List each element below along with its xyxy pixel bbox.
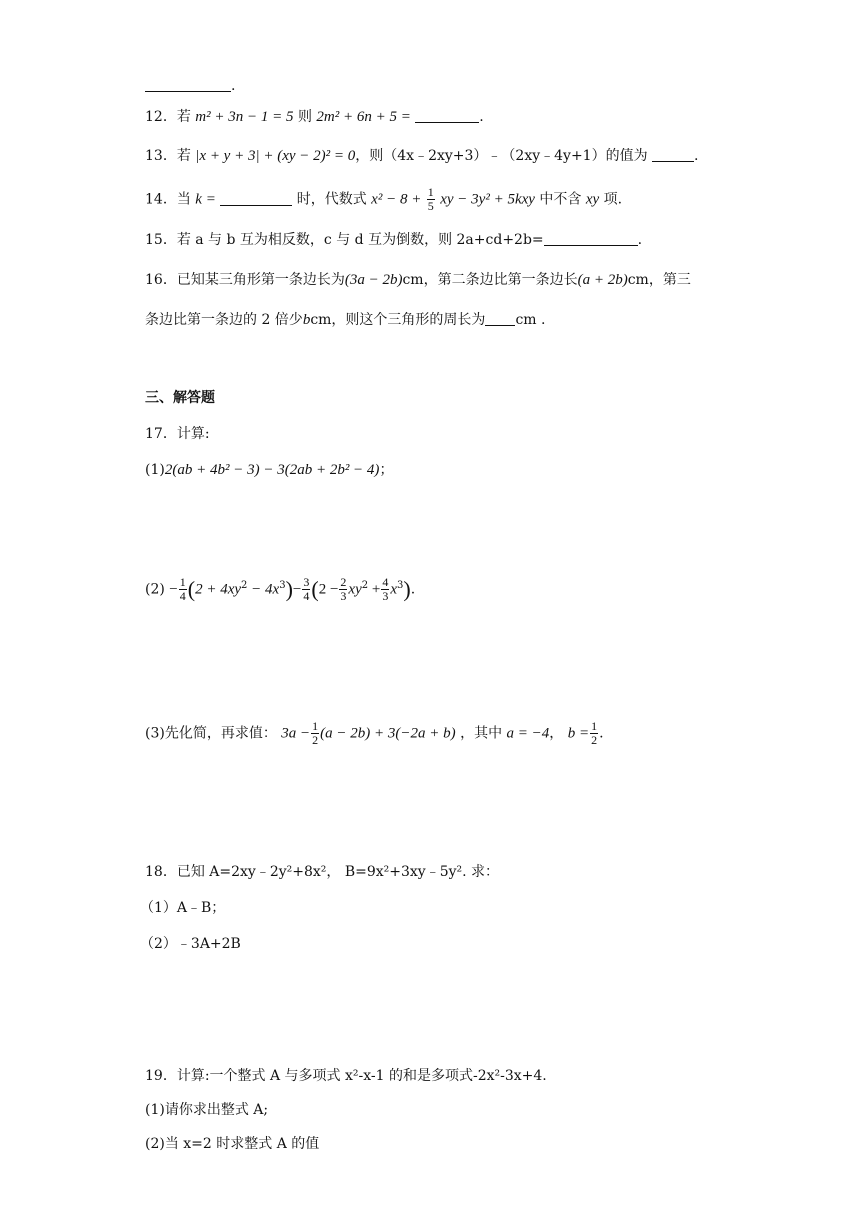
q11-tail: . bbox=[145, 76, 235, 96]
question-18-title: 18．已知 A=2xy﹣2y²+8x²， B=9x²+3xy﹣5y². 求： bbox=[145, 864, 500, 880]
answer-blank bbox=[544, 231, 638, 246]
answer-blank bbox=[652, 147, 694, 162]
section-heading: 三、解答题 bbox=[145, 390, 215, 406]
question-13: 13．若 |x + y + 3| + (xy − 2)² = 0，则（4x﹣2xy+3）﹣（2xy﹣4y+1）的值为 . bbox=[145, 148, 699, 164]
question-17-part1: (1)2(ab + 4b² − 3) − 3(2ab + 2b² − 4)； bbox=[145, 462, 394, 478]
fraction: $\frac{1}{5}$ bbox=[427, 185, 434, 213]
question-19-title: 19．计算:一个整式 A 与多项式 x²-x-1 的和是多项式-2x²-3x+4. bbox=[145, 1068, 547, 1084]
answer-blank bbox=[220, 191, 292, 206]
question-16-line1: 16．已知某三角形第一条边长为(3a − 2b)cm，第二条边比第一条边长(a + 2b)cm，第三 bbox=[145, 272, 691, 288]
answer-blank bbox=[485, 311, 515, 326]
question-17-part3: (3)先化简，再求值： 3a − $\frac{1}{2}$ (a − 2b) + 3(−2a + b) ，其中 a = −4， b = $\frac{1}{2}$ . bbox=[145, 719, 604, 747]
answer-blank bbox=[415, 108, 479, 123]
question-15: 15．若 a 与 b 互为相反数，c 与 d 互为倒数，则 2a+cd+2b= . bbox=[145, 232, 643, 248]
question-14: 14．当 k = 时，代数式 x² − 8 + $\frac{1}{5}$ xy − 3y² + 5kxy 中不含 xy 项. bbox=[145, 185, 623, 213]
question-18-part1: （1）A﹣B； bbox=[140, 900, 226, 916]
question-17-part2: (2) − $\frac{1}{4}$ $(2 + 4xy^2 - 4x^3)-$ $\frac{3}{4}$ (2 − $\frac{2}{3}$ $xy^2$ + $\frac{4}{3}$ $x^3$). bbox=[145, 575, 416, 604]
question-18-part2: （2）﹣3A+2B bbox=[140, 936, 241, 952]
question-19-part1: (1)请你求出整式 A; bbox=[145, 1102, 269, 1118]
question-19-part2: (2)当 x=2 时求整式 A 的值 bbox=[145, 1136, 320, 1152]
answer-blank bbox=[145, 77, 231, 92]
question-12: 12．若 m² + 3n − 1 = 5 则 2m² + 6n + 5 = . bbox=[145, 109, 484, 125]
question-16-line2: 条边比第一条边的 2 倍少bcm，则这个三角形的周长为 cm . bbox=[145, 312, 546, 328]
question-17-title: 17．计算: bbox=[145, 426, 210, 442]
